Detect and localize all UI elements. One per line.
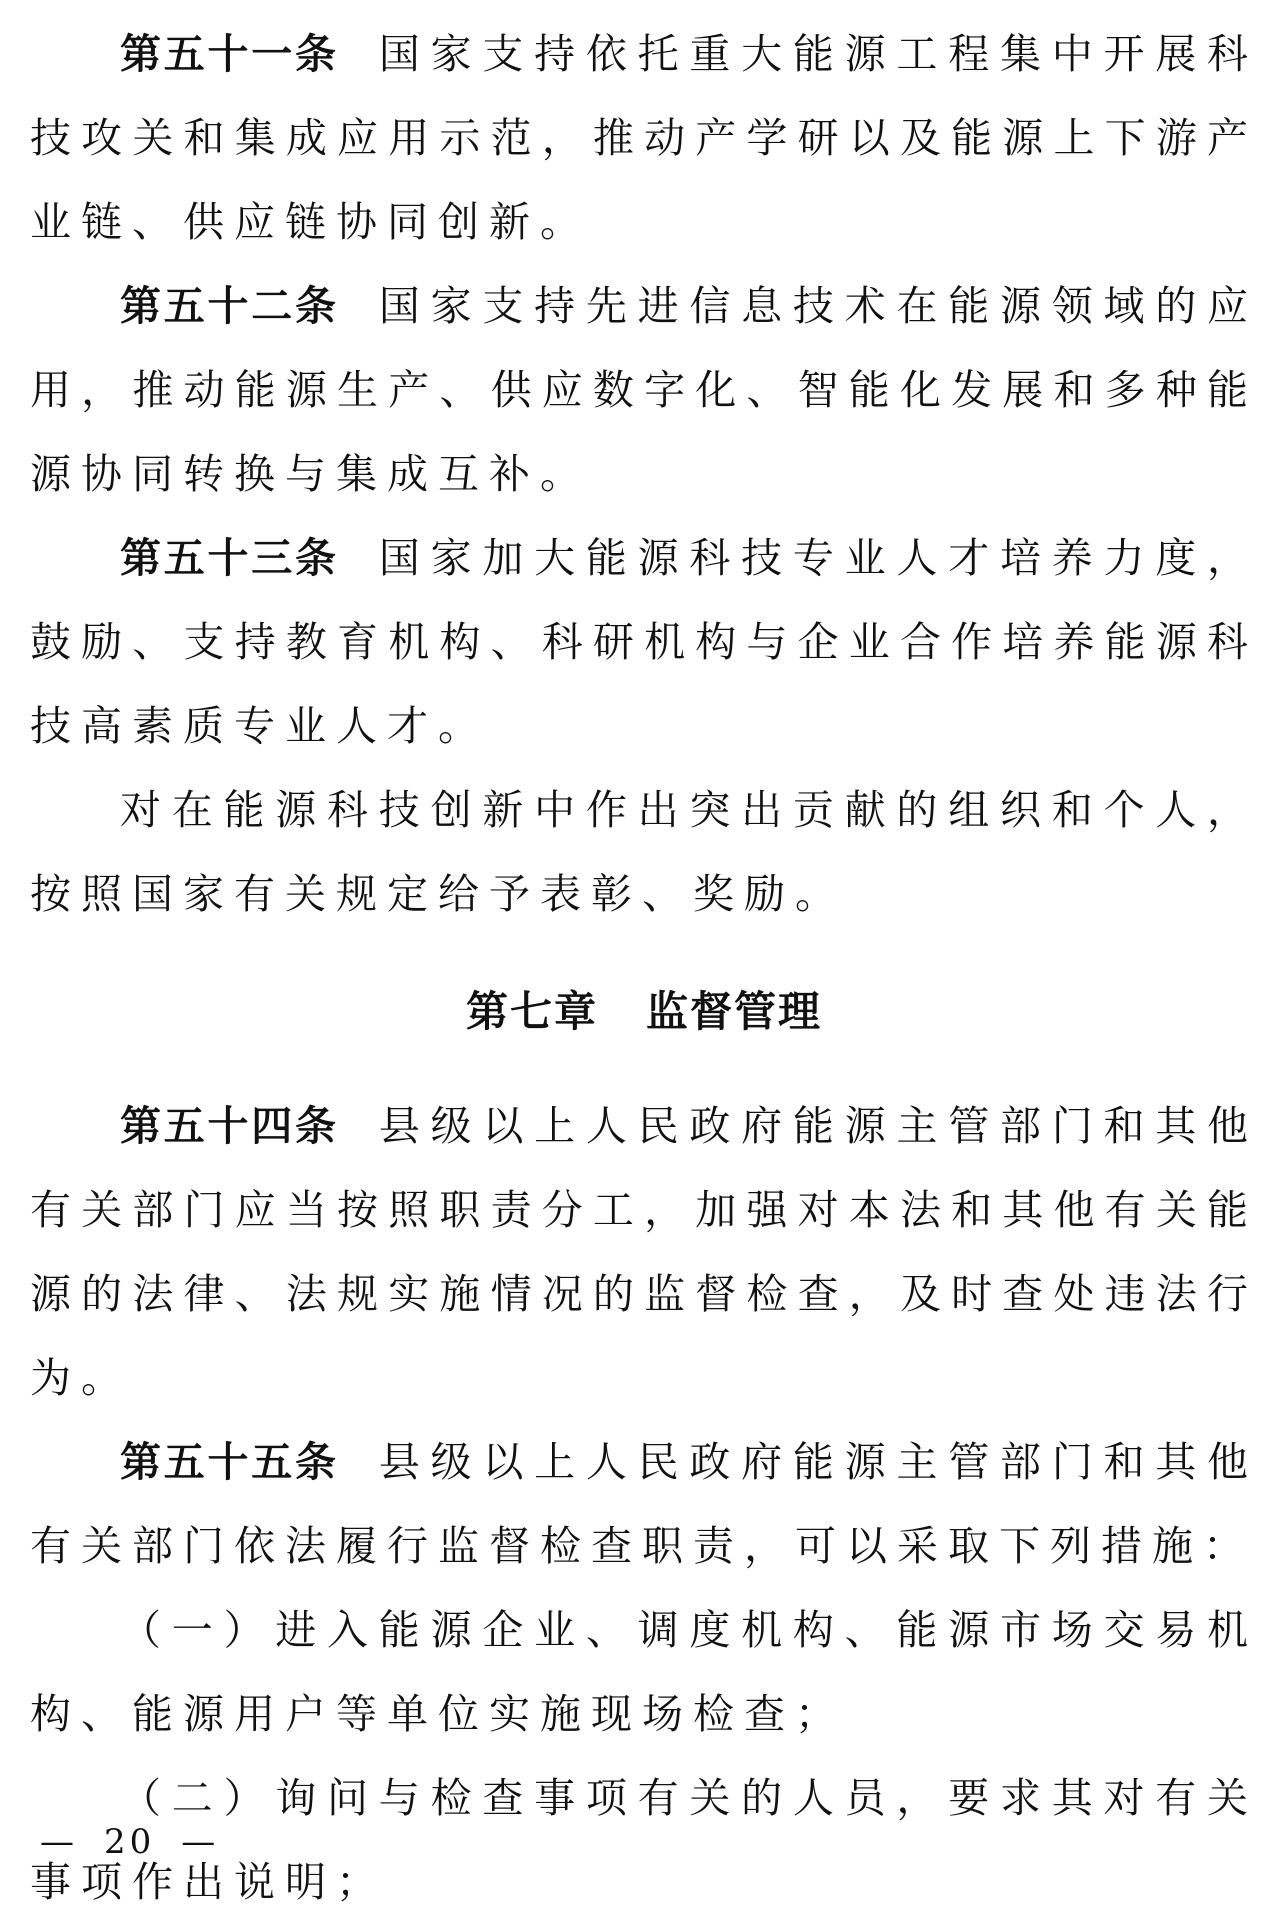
article-55-item-1 [30, 1588, 1258, 1756]
article-55-item-2-text: （二）询问与检查事项有关的人员，要求其对有关事项作出说明； [30, 1774, 1258, 1906]
article-54-heading: 第五十四条 [120, 1102, 339, 1150]
article-52 [30, 264, 1258, 516]
article-51-heading: 第五十一条 [120, 30, 339, 78]
article-53-heading: 第五十三条 [120, 534, 339, 582]
article-54-text: 县级以上人民政府能源主管部门和其他有关部门应当按照职责分工，加强对本法和其他有关能源的法律、法规实施情况的监督检查，及时查处违法行为。 [30, 1102, 1259, 1402]
document-page [30, 12, 1258, 1924]
article-53 [30, 516, 1258, 768]
footer-right-dash: — [181, 1822, 220, 1862]
chapter-heading [30, 970, 1258, 1054]
article-52-text: 国家支持先进信息技术在能源领域的应用，推动能源生产、供应数字化、智能化发展和多种能源协同转换与集成互补。 [30, 282, 1259, 498]
article-55-heading: 第五十五条 [120, 1438, 339, 1486]
article-52-heading: 第五十二条 [120, 282, 339, 330]
article-55 [30, 1420, 1258, 1588]
footer-left-dash: — [40, 1822, 78, 1862]
chapter-number: 第七章 [465, 987, 598, 1036]
article-53-text: 国家加大能源科技专业人才培养力度，鼓励、支持教育机构、科研机构与企业合作培养能源科技高素质专业人才。 [30, 534, 1259, 750]
page-number: 20 [104, 1822, 156, 1862]
article-55-item-1-text: （一）进入能源企业、调度机构、能源市场交易机构、能源用户等单位实施现场检查； [30, 1606, 1258, 1738]
article-51 [30, 12, 1258, 264]
page-footer [40, 1822, 219, 1862]
article-53-paragraph-2 [30, 768, 1258, 936]
article-51-text: 国家支持依托重大能源工程集中开展科技攻关和集成应用示范，推动产学研以及能源上下游产业链、供应链协同创新。 [30, 30, 1259, 246]
article-54 [30, 1084, 1258, 1420]
article-53-text-2: 对在能源科技创新中作出突出贡献的组织和个人，按照国家有关规定给予表彰、奖励。 [30, 786, 1258, 918]
chapter-title: 监督管理 [646, 987, 823, 1036]
article-55-text: 县级以上人民政府能源主管部门和其他有关部门依法履行监督检查职责，可以采取下列措施： [30, 1438, 1259, 1570]
